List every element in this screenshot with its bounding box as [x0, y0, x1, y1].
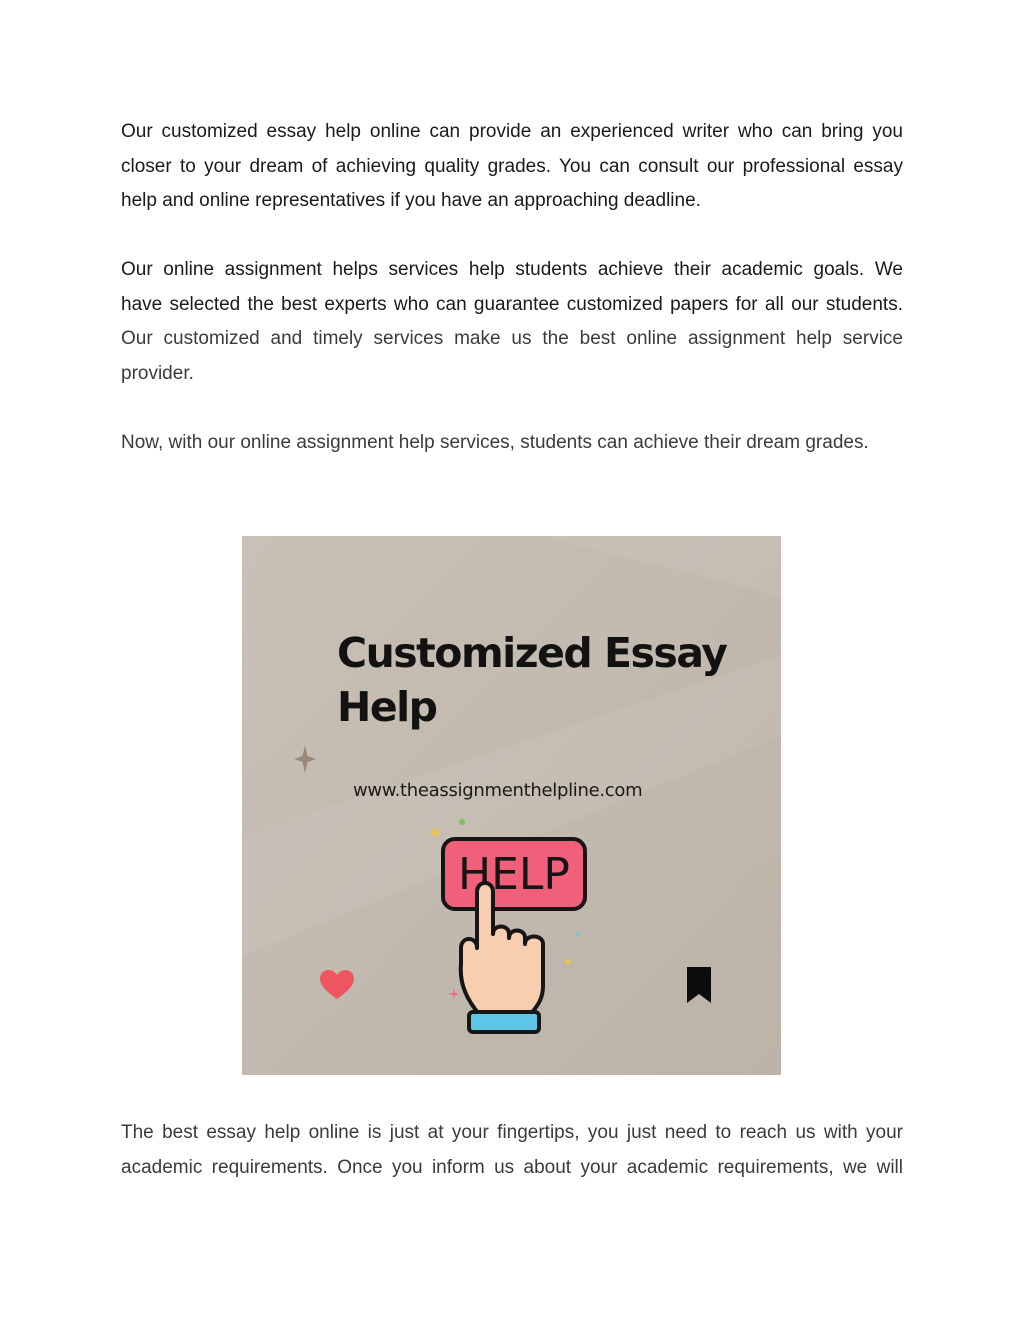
poster-website-url: www.theassignmenthelpline.com — [353, 780, 643, 801]
poster-title — [337, 626, 757, 734]
poster-title-line: Help — [337, 683, 437, 731]
text-line: academic requirements. Once you inform us about your academic requirements, we will — [121, 1156, 903, 1178]
text-line: Now, with our online assignment help services, students can achieve their dream grades. — [121, 432, 869, 453]
paragraph-customized-essay-help — [121, 115, 903, 219]
text-line: help and online representatives if you have an approaching deadline. — [121, 190, 701, 211]
customized-essay-help-poster — [242, 536, 781, 1075]
sparkle-icon — [294, 745, 316, 773]
text-line: Our online assignment helps services help students achieve their academic goals. We — [121, 259, 903, 280]
paragraph-best-essay-help — [121, 1116, 903, 1185]
poster-title-line: Customized Essay — [337, 629, 727, 677]
text-line: have selected the best experts who can guarantee customized papers for all our students. — [121, 293, 903, 315]
text-line: Our customized essay help online can provide an experienced writer who can bring you — [121, 121, 903, 142]
text-line: The best essay help online is just at your fingertips, you just need to reach us with your — [121, 1122, 903, 1143]
text-line: provider. — [121, 362, 194, 384]
paragraph-online-assignment-help — [121, 253, 903, 391]
heart-icon — [320, 970, 354, 1000]
help-button-label: HELP — [458, 849, 570, 900]
text-line: closer to your dream of achieving quality grades. You can consult our professional essay — [121, 155, 903, 177]
bookmark-icon — [687, 967, 711, 1003]
help-button-hand-illustration — [439, 836, 589, 1036]
text-line: Our customized and timely services make us the best online assignment help service — [121, 328, 903, 349]
paragraph-dream-grades — [121, 426, 903, 461]
